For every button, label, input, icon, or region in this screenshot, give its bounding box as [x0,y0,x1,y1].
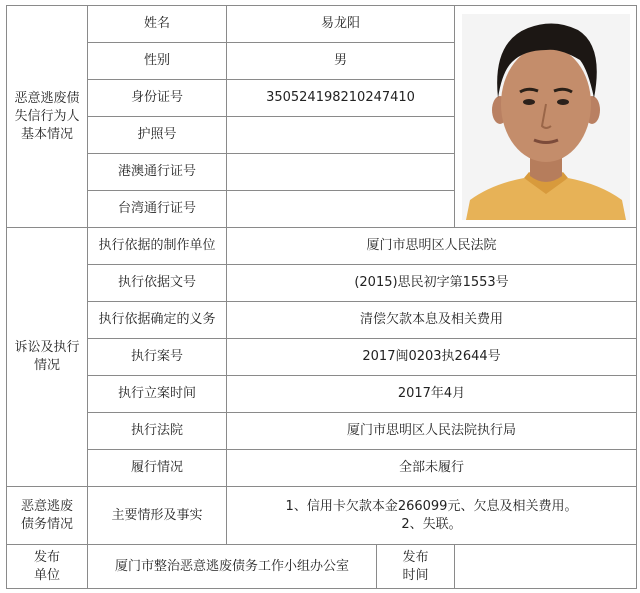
row-document-number [7,265,637,302]
name-value: 易龙阳 [227,6,455,43]
passport-value [227,117,455,154]
section-litigation-label: 诉讼及执行 情况 [7,228,88,487]
enforcing-court-value: 厦门市思明区人民法院执行局 [227,413,637,450]
hk-macao-permit-value [227,154,455,191]
row-main-facts [7,487,637,545]
publish-time-value [455,545,637,589]
taiwan-permit-label: 台湾通行证号 [88,191,227,228]
enforcing-court-label: 执行法院 [88,413,227,450]
row-name [7,6,637,43]
performance-status-label: 履行情况 [88,450,227,487]
obligation-label: 执行依据确定的义务 [88,302,227,339]
taiwan-permit-value [227,191,455,228]
performance-status-value: 全部未履行 [227,450,637,487]
gender-label: 性别 [88,43,227,80]
issuing-authority-label: 执行依据的制作单位 [88,228,227,265]
case-number-value: 2017闽0203执2644号 [227,339,637,376]
portrait-photo [462,14,630,220]
row-obligation [7,302,637,339]
main-facts-value: 1、信用卡欠款本金266099元、欠息及相关费用。 2、失联。 [227,487,637,545]
id-number-label: 身份证号 [88,80,227,117]
gender-value: 男 [227,43,455,80]
main-facts-label: 主要情形及事实 [88,487,227,545]
publish-unit-value: 厦门市整治恶意逃废债务工作小组办公室 [88,545,377,589]
debtor-info-table [6,5,637,589]
row-performance-status [7,450,637,487]
filing-date-value: 2017年4月 [227,376,637,413]
hk-macao-permit-label: 港澳通行证号 [88,154,227,191]
row-case-number [7,339,637,376]
row-enforcing-court [7,413,637,450]
filing-date-label: 执行立案时间 [88,376,227,413]
row-issuing-authority [7,228,637,265]
row-filing-date [7,376,637,413]
issuing-authority-value: 厦门市思明区人民法院 [227,228,637,265]
passport-label: 护照号 [88,117,227,154]
portrait-cell [455,6,637,228]
document-number-value: (2015)思民初字第1553号 [227,265,637,302]
obligation-value: 清偿欠款本息及相关费用 [227,302,637,339]
section-evasion-label: 恶意逃废 债务情况 [7,487,88,545]
publish-time-label: 发布 时间 [377,545,455,589]
publish-unit-label: 发布 单位 [7,545,88,589]
name-label: 姓名 [88,6,227,43]
id-number-value: 350524198210247410 [227,80,455,117]
document-number-label: 执行依据文号 [88,265,227,302]
row-publication [7,545,637,589]
section-basic-label: 恶意逃废债 失信行为人 基本情况 [7,6,88,228]
case-number-label: 执行案号 [88,339,227,376]
